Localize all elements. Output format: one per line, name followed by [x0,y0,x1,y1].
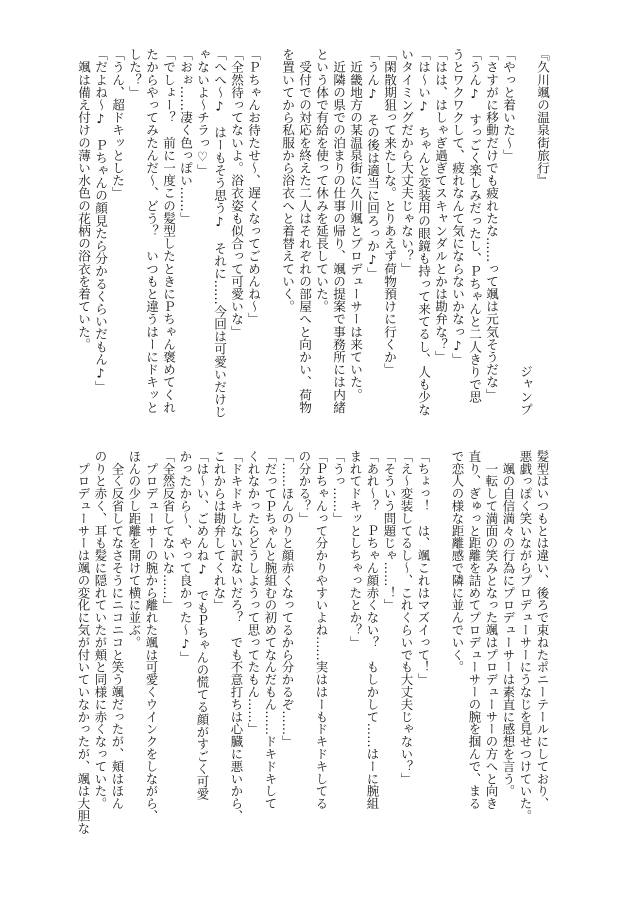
author-name: ジャンプ [518,364,533,415]
text-line: 「Ｐちゃんって分かりやすいよね……実ははーもドキドキしてる [314,450,329,810]
text-line: たからやってみたんだ～、どう？ いつもと違うはーにドキッと [144,48,159,414]
text-line: 「だよね～♪ Ｐちゃんの顔見たら分かるくらいだもん♪」 [93,48,108,393]
text-line: ゃないよ～チラっ♡」 [195,48,210,177]
upper-text-tier [75,48,551,420]
text-line: 「……ほんのりと顔赤くなってるから分かるぞ……」 [280,450,295,748]
text-line: 「は～い、ごめんね♪ でもＰちゃんの慌てる顔がすごく可愛 [195,450,210,800]
text-line: 「うん♪ その後は適当に回ろっか♪」 [365,48,380,280]
text-line: ほんの少し距離を開けて横に並ぶ。 [127,450,142,649]
text-line: 「はは、はしゃぎ過ぎてスキャンダルとかは勘弁な？」 [433,48,448,363]
text-line: 「あれ～？ Ｐちゃん顔赤くない？ もしかして……はーに腕組 [365,450,380,810]
text-line: 受付での対応を終えた二人はそれぞれの部屋へと向かい、荷物 [297,48,312,414]
text-line: プロデューサーは颯の変化に気が付いていなかったが、颯は大胆な [76,450,91,835]
text-line: 「え～変装してるし～、これくらいでも大丈夫じゃない？」 [399,450,414,785]
text-line: 近隣の県での泊まりの仕事の帰り、颯の提案で事務所には内緒 [331,48,346,414]
lower-text-tier [75,450,551,836]
text-line: 近畿地方の某温泉街に久川颯とプロデューサーは来ていた。 [348,48,363,401]
text-line: プロデューサーの腕から離れた颯は可愛くウインクをしながら、 [144,450,159,822]
text-line: 「うん、超ドキッとした」 [110,48,125,200]
text-line: した？」 [127,48,142,99]
text-line: うとワクワクして、疲れなんて気にならないかなっ♪」 [450,48,465,366]
text-line: のりと赤く、耳も髪に隠れていたが頬と同様に赤くなっていた。 [93,450,108,810]
text-line: 颯の自信満々の行為にプロデューサーは素直に感想を言う。 [501,450,516,798]
text-line: かったから～、やって良かった～♪」 [178,450,193,664]
text-line: いタイミングだから大丈夫じゃない？」 [399,48,414,275]
text-line: 「やっと着いた～」 [501,48,516,162]
blank-line [432,450,449,836]
text-line: 「全然反省してないな……」 [161,450,176,612]
text-line: 全く反省してなさそうにニコニコと笑う颯だったが、頬はほん [110,450,125,810]
blank-line [262,48,279,420]
text-line: まれてドキッとしちゃったとか？」 [348,450,363,649]
text-line: 一転して満面の笑みとなった颯はプロデューサーの方へと向き [484,450,499,810]
text-line: 「Ｐちゃんお待たせ～、遅くなってごめんね～」 [246,48,261,326]
text-line: これからは勘弁してくれな」 [212,450,227,612]
text-line: で恋人の様な距離感で隣に並んでいく。 [450,450,465,674]
text-line: 「でしょー？ 前に一度この髪型したときにＰちゃん褒めてくれ [161,48,176,414]
text-line: という体で有給を使って休みを延長していた。 [314,48,329,313]
text-line: 「は～い♪ ちゃんと変装用の眼鏡も持って来てるし、人も少な [416,48,431,416]
text-line: 「だってＰちゃんと腕組むの初めてなんだもん……ドキドキして [263,450,278,810]
text-line: の分かる？」 [297,450,312,525]
text-line: 颯は備え付けの薄い水色の花柄の浴衣を着ていた。 [76,48,91,351]
text-line: 「そういう問題じゃ……！」 [382,450,397,612]
text-line: 「ちょっ！ は、颯これはマズイって！」 [416,450,431,686]
text-line: を置いてから私服から浴衣へと着替えていく。 [280,48,295,313]
text-line: 「うっ……」 [331,450,346,525]
text-line: 悪戯っぽく笑いながらプロデューサーにうなじを見せつけていた。 [518,450,533,822]
text-line: 「ドキドキしない訳ないだろ？ でも不意打ちは心臓に悪いから、 [229,450,244,822]
story-title: 『久川颯の温泉街旅行』 [535,48,550,187]
text-line: 直り、ぎゅっと距離を詰めてプロデューサーの腕を掴んで、まる [467,450,482,810]
text-line: 「おぉ……凄く色っぽい……」 [178,48,193,225]
text-line: 「閑散期狙って来たしな。とりあえず荷物預けに行くか」 [382,48,397,376]
text-line: 「さすがに移動だけでも疲れたな……って颯は元気そうだな」 [484,48,499,401]
text-line: 「へへ～♪ はーもそう思う♪ それに……今回は可愛いだけじ [212,48,227,419]
text-line: 「全然待ってないよ。浴衣姿も似合って可愛いな」 [229,48,244,338]
text-line: 「うん♪ すっごく楽しみだったし、Ｐちゃんと二人きりで思 [467,48,482,404]
text-line: くれなかったらどうしようって思ってたもん……」 [246,450,261,736]
text-line: 髪型はいつもとは違い、後ろで束ねたポニーテールにしており、 [535,450,550,810]
